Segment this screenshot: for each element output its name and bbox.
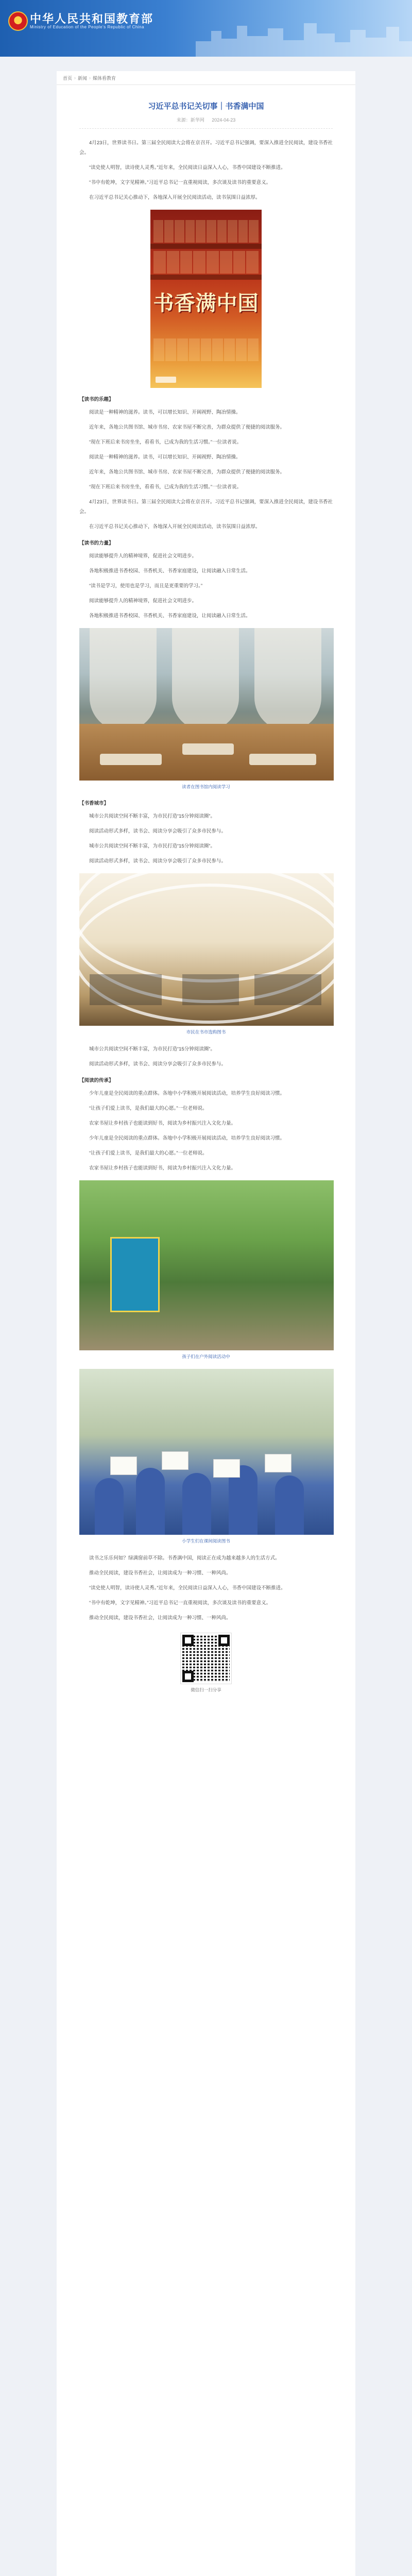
photo-caption: 孩子们在户外阅读活动中 — [182, 1354, 230, 1359]
article-source: 来源：新华网 — [176, 117, 204, 123]
paragraph: “书中有乾坤，文字见精神。”习近平总书记一直重视阅读，多次谈及读书的重要意义。 — [89, 1600, 271, 1606]
photo-caption: 读者在图书馆内阅读学习 — [182, 784, 230, 789]
breadcrumb-media[interactable]: 媒体看教育 — [93, 75, 116, 81]
paragraph: “读书是学习，使用也是学习，而且是更重要的学习。” — [89, 583, 203, 589]
paragraph: 推动全民阅读，建设书香社会，让阅读成为一种习惯、一种风尚。 — [89, 1615, 231, 1621]
article-page — [57, 71, 355, 2576]
paragraph: 近年来，各地公共图书馆、城市书房、农家书屋不断完善，为群众提供了便捷的阅读服务。 — [89, 425, 285, 430]
paragraph: 农家书屋让乡村孩子也能读到好书，阅读为乡村振兴注入文化力量。 — [89, 1121, 236, 1126]
paragraph: 在习近平总书记关心推动下，各地深入开展全民阅读活动，读书氛围日益浓厚。 — [89, 524, 261, 530]
paragraph: 阅读能够提升人的精神境界，促进社会文明进步。 — [89, 598, 197, 604]
section-heading: 【阅读的传承】 — [79, 1078, 114, 1083]
site-header — [0, 0, 412, 57]
section-heading: 【书香城市】 — [79, 801, 109, 806]
paragraph: 推动全民阅读，建设书香社会，让阅读成为一种习惯、一种风尚。 — [89, 1570, 231, 1576]
national-emblem-icon[interactable] — [8, 11, 28, 31]
paragraph: “读史使人明智，读诗使人灵秀。”近年来，全民阅读日益深入人心，书香中国建设不断推进。 — [89, 165, 286, 171]
paragraph: 农家书屋让乡村孩子也能读到好书，阅读为乡村振兴注入文化力量。 — [89, 1165, 236, 1171]
article-title: 习近平总书记关切事｜书香满中国 — [148, 102, 264, 111]
paragraph: “现在下班后来书房坐坐，看看书，已成为我的生活习惯。”一位读者说。 — [89, 484, 242, 490]
photo-figure — [79, 873, 333, 1035]
section-heading: 【读书的力量】 — [79, 540, 114, 546]
paragraph: 4月23日，世界读书日。第三届全民阅读大会将在京召开。习近平总书记强调，要深入推进全民阅读，建设书香社会。 — [79, 499, 333, 515]
breadcrumb-separator: › — [74, 75, 76, 80]
paragraph: 少年儿童是全民阅读的重点群体。各地中小学积极开展阅读活动，培养学生良好阅读习惯。 — [89, 1136, 285, 1141]
paragraph: “书中有乾坤，文字见精神。”习近平总书记一直重视阅读，多次谈及读书的重要意义。 — [89, 180, 271, 185]
breadcrumb-separator: › — [89, 75, 91, 80]
photo-figure — [79, 1369, 333, 1544]
breadcrumb — [57, 71, 355, 85]
photo-caption: 小学生们在课间阅读图书 — [182, 1538, 230, 1544]
photo-figure — [79, 1180, 333, 1360]
book-fair-photo — [79, 873, 334, 1026]
poster-badge — [156, 377, 176, 383]
article-body — [57, 100, 355, 1693]
paragraph: 各地积极推进书香校园、书香机关、书香家庭建设，让阅读融入日常生活。 — [89, 613, 251, 619]
bookshelf-decoration — [150, 338, 262, 361]
paragraph: 阅读能够提升人的精神境界，促进社会文明进步。 — [89, 553, 197, 559]
paragraph: 阅读活动形式多样，读书会、阅读分享会吸引了众多市民参与。 — [89, 828, 227, 834]
paragraph: “让孩子们爱上读书，是我们最大的心愿。”一位老师说。 — [89, 1106, 208, 1111]
students-reading-photo — [79, 1369, 334, 1535]
site-subtitle: Ministry of Education of the People's Republic of China — [30, 25, 145, 29]
section-heading: 【读书的乐趣】 — [79, 397, 114, 402]
bookshelf-decoration — [150, 251, 262, 274]
site-title[interactable]: 中华人民共和国教育部 — [30, 12, 154, 25]
paragraph: “现在下班后来书房坐坐，看看书，已成为我的生活习惯。”一位读者说。 — [89, 439, 242, 445]
paragraph: 各地积极推进书香校园、书香机关、书香家庭建设，让阅读融入日常生活。 — [89, 568, 251, 574]
paragraph: “让孩子们爱上读书，是我们最大的心愿。”一位老师说。 — [89, 1150, 208, 1156]
paragraph: 少年儿童是全民阅读的重点群体。各地中小学积极开展阅读活动，培养学生良好阅读习惯。 — [89, 1091, 285, 1096]
paragraph: 城市公共阅读空间不断丰富，为市民打造“15分钟阅读圈”。 — [89, 1046, 215, 1052]
paragraph: 在习近平总书记关心推动下，各地深入开展全民阅读活动，读书氛围日益浓厚。 — [89, 195, 261, 200]
paragraph: 城市公共阅读空间不断丰富，为市民打造“15分钟阅读圈”。 — [89, 843, 215, 849]
breadcrumb-home[interactable]: 首页 — [63, 75, 73, 81]
article-date: 2024-04-23 — [212, 117, 236, 123]
skyline-decoration — [196, 21, 412, 57]
poster-figure — [79, 210, 333, 388]
paragraph: 4月23日，世界读书日。第三届全民阅读大会将在京召开。习近平总书记强调，要深入推进全民阅读，建设书香社会。 — [79, 140, 333, 156]
photo-figure — [79, 628, 333, 790]
paragraph: 阅读是一种精神的滋养。读书，可以增长知识、开阔视野、陶冶情操。 — [89, 410, 241, 415]
outdoor-reading-photo — [79, 1180, 334, 1350]
paragraph: 近年来，各地公共图书馆、城市书房、农家书屋不断完善，为群众提供了便捷的阅读服务。 — [89, 469, 285, 475]
paragraph: 读书之乐乐何如？绿满窗前草不除。书香满中国，阅读正在成为越来越多人的生活方式。 — [89, 1555, 280, 1561]
paragraph: 阅读活动形式多样，读书会、阅读分享会吸引了众多市民参与。 — [89, 1061, 227, 1067]
paragraph: “读史使人明智，读诗使人灵秀。”近年来，全民阅读日益深入人心，书香中国建设不断推进。 — [89, 1585, 286, 1591]
paragraph: 阅读是一种精神的滋养。读书，可以增长知识、开阔视野、陶冶情操。 — [89, 454, 241, 460]
library-photo — [79, 628, 334, 781]
paragraph: 阅读活动形式多样，读书会、阅读分享会吸引了众多市民参与。 — [89, 858, 227, 864]
poster-headline: 书香满中国 — [153, 291, 259, 315]
reading-poster-image — [150, 210, 262, 388]
share-qr-code[interactable] — [181, 1633, 231, 1684]
bookshelf-decoration — [150, 220, 262, 243]
paragraph: 城市公共阅读空间不断丰富，为市民打造“15分钟阅读圈”。 — [89, 814, 215, 819]
qr-caption: 微信扫一扫分享 — [191, 1687, 221, 1692]
article-meta — [79, 116, 333, 129]
breadcrumb-news[interactable]: 新闻 — [78, 75, 88, 81]
photo-caption: 市民在书市选购图书 — [186, 1029, 226, 1035]
